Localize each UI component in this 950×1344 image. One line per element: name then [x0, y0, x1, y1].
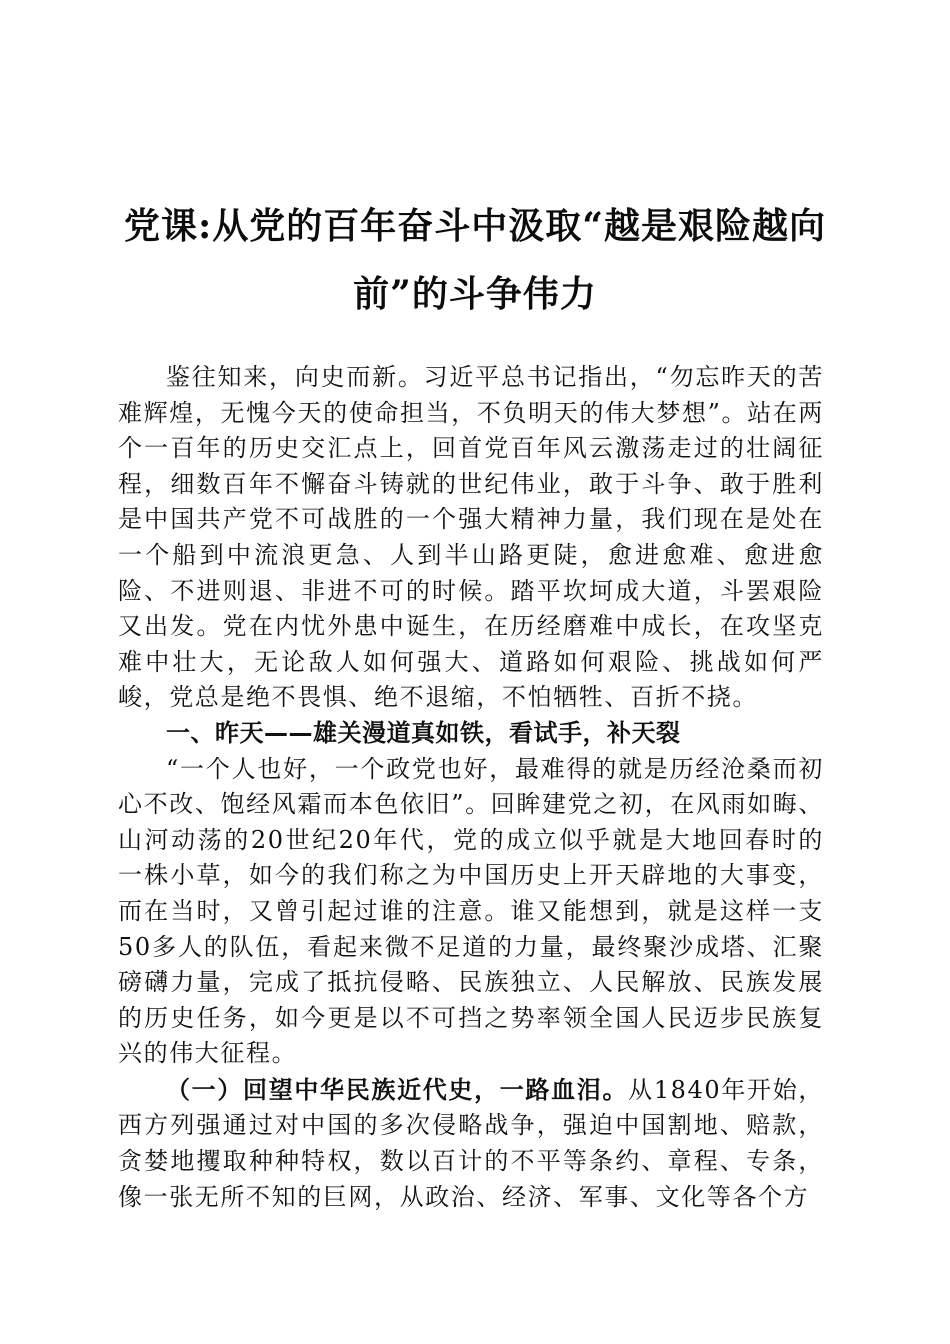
- title-line-2: 前”的斗争伟力: [353, 273, 597, 315]
- intro-paragraph: 鉴往知来，向史而新。习近平总书记指出，“勿忘昨天的苦难辉煌，无愧今天的使命担当，不负明天的伟大梦想”。站在两个一百年的历史交汇点上，回首党百年风云激荡走过的壮阔征程，细数百年不懈奋斗铸就的世纪伟业，敢于斗争、敢于胜利是中国共产党不可战胜的一个强大精神力量，我们现在是处在一个船到中流浪更急、人到半山路更陡，愈进愈难、愈进愈险、不进则退、非进不可的时候。踏平坎坷成大道，斗罢艰险又出发。党在内忧外患中诞生，在历经磨难中成长，在攻坚克难中壮大，无论敌人如何强大、道路如何艰险、挑战如何严峻，党总是绝不畏惧、绝不退缩，不怕牺牲、百折不挠。: [118, 363, 824, 712]
- title-line-1: 党课:从党的百年奋斗中汲取“越是艰险越向: [124, 205, 826, 247]
- document-body: [118, 360, 824, 1215]
- section-1-paragraph: “一个人也好，一个政党也好，最难得的就是历经沧桑而初心不改、饱经风霜而本色依旧”。回眸建党之初，在风雨如晦、山河动荡的20世纪20年代，党的成立似乎就是大地回春时的一株小草，如今的我们称之为中国历史上开天辟地的大事变，而在当时，又曾引起过谁的注意。谁又能想到，就是这样一支50多人的队伍，看起来微不足道的力量，最终聚沙成塔、汇聚磅礴力量，完成了抵抗侵略、民族独立、人民解放、民族发展的历史任务，如今更是以不可挡之势率领全国人民迈步民族复兴的伟大征程。: [118, 754, 824, 1068]
- subsection-1-text: 从1840年开始，西方列强通过对中国的多次侵略战争，强迫中国割地、赔款，贪婪地攫取种种特权，数以百计的不平等条约、章程、专条，像一张无所不知的巨网，从政治、经济、军事、文化等各个方: [118, 1075, 824, 1211]
- subsection-heading-1: （一）回望中华民族近代史，一路血泪。: [166, 1074, 629, 1104]
- subsection-paragraph: [118, 1072, 824, 1215]
- document-title: [100, 192, 850, 328]
- section-heading-1: 一、昨天——雄关漫道真如铁，看试手，补天裂: [166, 718, 681, 747]
